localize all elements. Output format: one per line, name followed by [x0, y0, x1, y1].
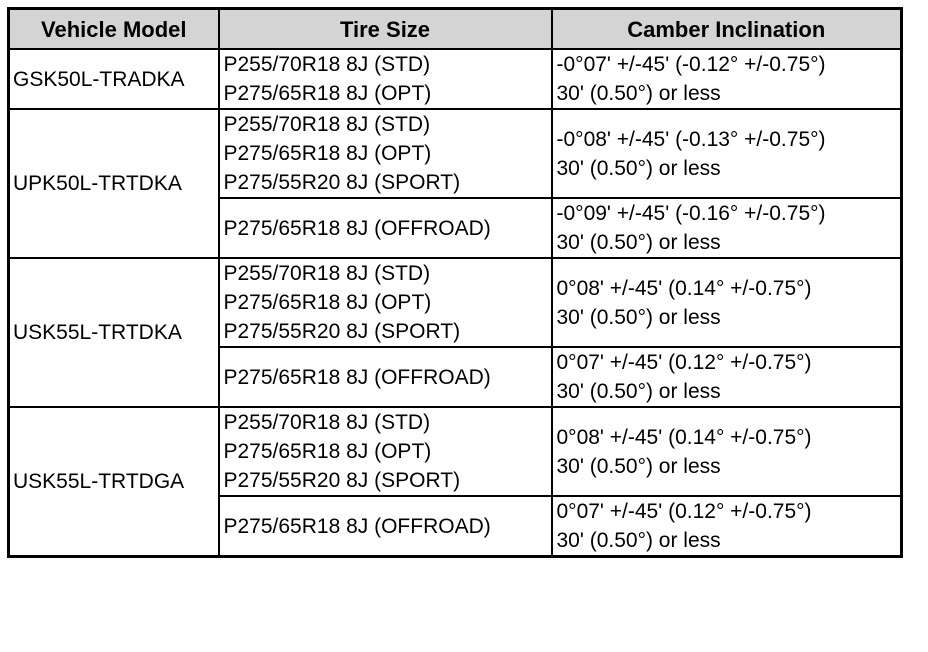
camber-line: -0°09' +/-45' (-0.16° +/-0.75°): [556, 202, 826, 225]
header-camber-inclination: Camber Inclination: [552, 9, 902, 50]
tire-size-line: P275/65R18 8J (OPT): [223, 142, 432, 165]
table-body: [9, 49, 902, 557]
camber-line: 30' (0.50°) or less: [556, 454, 721, 478]
tire-size-line: P275/65R18 8J (OFFROAD): [223, 216, 491, 240]
header-vehicle-model: Vehicle Model: [9, 9, 219, 50]
tire-size-cell: [219, 258, 552, 347]
tire-size-cell: [219, 109, 552, 198]
tire-size-line: P255/70R18 8J (STD): [223, 262, 431, 285]
camber-line: 30' (0.50°) or less: [556, 231, 721, 254]
tire-size-cell: [219, 496, 552, 557]
tire-size-line: P255/70R18 8J (STD): [223, 411, 431, 434]
camber-line: 30' (0.50°) or less: [556, 82, 721, 105]
tire-size-line: P275/65R18 8J (OPT): [223, 291, 432, 314]
tire-size-line: P275/65R18 8J (OFFROAD): [223, 514, 491, 538]
camber-line: 30' (0.50°) or less: [556, 380, 721, 403]
vehicle-model-cell: GSK50L-TRADKA: [9, 49, 219, 109]
tire-size-line: P275/55R20 8J (SPORT): [223, 320, 461, 343]
camber-cell: [552, 198, 902, 258]
tire-size-cell: [219, 198, 552, 258]
camber-line: -0°08' +/-45' (-0.13° +/-0.75°): [556, 127, 826, 151]
camber-line: 0°08' +/-45' (0.14° +/-0.75°): [556, 276, 812, 300]
camber-cell: [552, 347, 902, 407]
tire-size-line: P255/70R18 8J (STD): [223, 113, 431, 136]
camber-cell: [552, 109, 902, 198]
vehicle-model-cell: UPK50L-TRTDKA: [9, 109, 219, 258]
camber-spec-table: [7, 7, 903, 558]
tire-size-line: P275/55R20 8J (SPORT): [223, 469, 461, 492]
tire-size-cell: [219, 407, 552, 496]
header-row: [9, 9, 902, 50]
table-row: [9, 109, 902, 198]
camber-line: 0°08' +/-45' (0.14° +/-0.75°): [556, 425, 812, 449]
camber-line: 30' (0.50°) or less: [556, 529, 721, 552]
camber-cell: [552, 258, 902, 347]
tire-size-line: P275/65R18 8J (OPT): [223, 440, 432, 463]
tire-size-cell: [219, 49, 552, 109]
camber-line: 0°07' +/-45' (0.12° +/-0.75°): [556, 500, 812, 523]
camber-line: 30' (0.50°) or less: [556, 305, 721, 329]
table-row: [9, 407, 902, 496]
header-tire-size: Tire Size: [219, 9, 552, 50]
tire-size-line: P275/65R18 8J (OPT): [223, 82, 432, 105]
table-row: [9, 258, 902, 347]
camber-cell: [552, 496, 902, 557]
table-row: [9, 49, 902, 109]
vehicle-model-cell: USK55L-TRTDGA: [9, 407, 219, 557]
camber-cell: [552, 407, 902, 496]
tire-size-cell: [219, 347, 552, 407]
camber-line: -0°07' +/-45' (-0.12° +/-0.75°): [556, 53, 826, 76]
tire-size-line: P275/55R20 8J (SPORT): [223, 171, 461, 194]
camber-cell: [552, 49, 902, 109]
camber-line: 0°07' +/-45' (0.12° +/-0.75°): [556, 351, 812, 374]
vehicle-model-cell: USK55L-TRTDKA: [9, 258, 219, 407]
camber-line: 30' (0.50°) or less: [556, 156, 721, 180]
tire-size-line: P275/65R18 8J (OFFROAD): [223, 365, 491, 389]
tire-size-line: P255/70R18 8J (STD): [223, 53, 431, 76]
